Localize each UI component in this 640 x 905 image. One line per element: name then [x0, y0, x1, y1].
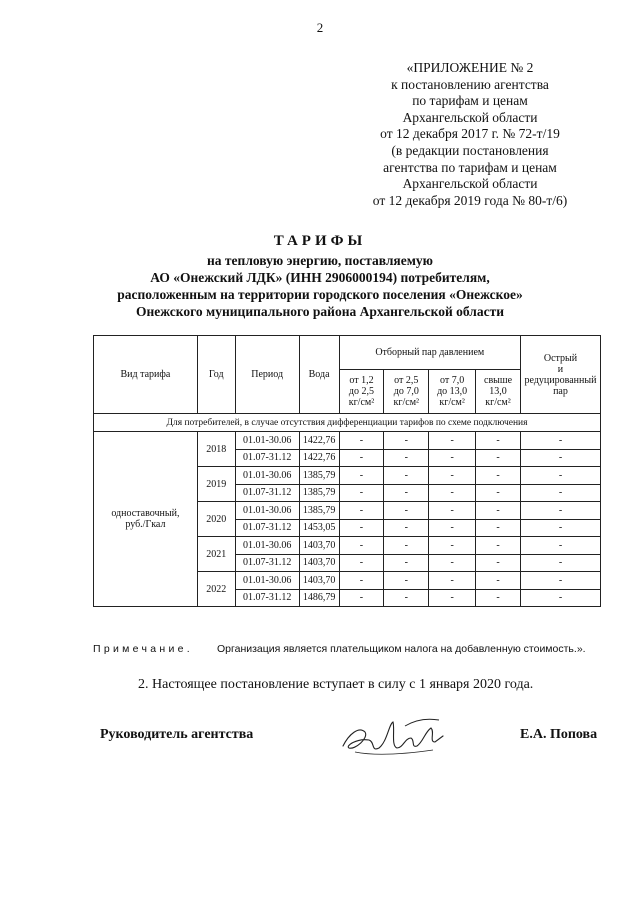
header-steam-1-line: до 2,5 — [348, 386, 375, 397]
empty-value-cell: - — [384, 502, 429, 520]
empty-value-cell: - — [476, 467, 521, 485]
empty-value-cell: - — [476, 537, 521, 555]
header-steam-4 — [476, 370, 521, 414]
period-cell: 01.07-31.12 — [235, 484, 299, 502]
header-sharp-steam-line: Острый — [543, 352, 578, 364]
signatory-role: Руководитель агентства — [100, 727, 254, 742]
empty-value-cell: - — [476, 519, 521, 537]
tariff-table — [93, 335, 601, 607]
empty-value-cell: - — [339, 432, 384, 450]
empty-value-cell: - — [429, 554, 476, 572]
subtitle-line: расположенным на территории городского поселения «Онежское» — [117, 287, 523, 302]
period-cell: 01.07-31.12 — [235, 519, 299, 537]
empty-value-cell: - — [429, 449, 476, 467]
empty-value-cell: - — [339, 537, 384, 555]
empty-value-cell: - — [384, 589, 429, 607]
appendix-line: (в редакции постановления — [391, 142, 549, 158]
water-cell: 1385,79 — [299, 484, 339, 502]
period-cell: 01.07-31.12 — [235, 449, 299, 467]
water-cell: 1403,70 — [299, 537, 339, 555]
empty-value-cell: - — [339, 449, 384, 467]
empty-value-cell: - — [520, 554, 600, 572]
water-cell: 1422,76 — [299, 449, 339, 467]
empty-value-cell: - — [520, 537, 600, 555]
empty-value-cell: - — [476, 484, 521, 502]
document-title: ТАРИФЫ — [273, 233, 367, 249]
empty-value-cell: - — [429, 589, 476, 607]
water-cell: 1486,79 — [299, 589, 339, 607]
header-steam-4-line: свыше — [484, 375, 513, 386]
empty-value-cell: - — [520, 484, 600, 502]
table-row — [94, 432, 601, 450]
header-tariff-type: Вид тарифа — [94, 336, 198, 414]
water-cell: 1385,79 — [299, 502, 339, 520]
header-steam-group: Отборный пар давлением — [339, 336, 520, 370]
empty-value-cell: - — [520, 467, 600, 485]
empty-value-cell: - — [429, 484, 476, 502]
period-cell: 01.01-30.06 — [235, 467, 299, 485]
empty-value-cell: - — [339, 554, 384, 572]
appendix-line: по тарифам и ценам — [412, 93, 528, 109]
note-label: Примечание. — [93, 643, 193, 655]
water-cell: 1453,05 — [299, 519, 339, 537]
empty-value-cell: - — [384, 432, 429, 450]
appendix-line: Архангельской области — [402, 109, 538, 125]
water-cell: 1403,70 — [299, 572, 339, 590]
appendix-header — [340, 60, 600, 209]
header-steam-1-line: от 1,2 — [349, 375, 374, 386]
empty-value-cell: - — [520, 502, 600, 520]
empty-value-cell: - — [429, 537, 476, 555]
subtitle-line: на тепловую энергию, поставляемую — [207, 253, 433, 268]
empty-value-cell: - — [476, 589, 521, 607]
empty-value-cell: - — [339, 484, 384, 502]
appendix-line: от 12 декабря 2019 года № 80-т/6) — [372, 192, 568, 208]
subtitle-line: Онежского муниципального района Архангельской области — [135, 304, 505, 319]
header-period: Период — [235, 336, 299, 414]
period-cell: 01.01-30.06 — [235, 572, 299, 590]
header-sharp-steam-line: и редуцированный — [524, 363, 597, 386]
header-steam-1 — [339, 370, 384, 414]
empty-value-cell: - — [384, 467, 429, 485]
empty-value-cell: - — [339, 589, 384, 607]
year-cell: 2021 — [197, 537, 235, 572]
paragraph-2: 2. Настоящее постановление вступает в силу с 1 января 2020 года. — [138, 677, 534, 692]
empty-value-cell: - — [384, 484, 429, 502]
empty-value-cell: - — [520, 519, 600, 537]
empty-value-cell: - — [520, 432, 600, 450]
header-steam-2-line: до 7,0 — [393, 386, 419, 397]
empty-value-cell: - — [384, 572, 429, 590]
year-cell: 2018 — [197, 432, 235, 467]
header-year: Год — [197, 336, 235, 414]
note-text: Организация является плательщиком налога на добавленную стоимость.». — [217, 643, 586, 655]
empty-value-cell: - — [520, 449, 600, 467]
header-steam-2-line: кг/см² — [393, 397, 420, 408]
page-number: 2 — [316, 20, 324, 35]
water-cell: 1385,79 — [299, 467, 339, 485]
header-steam-3 — [429, 370, 476, 414]
header-water: Вода — [299, 336, 339, 414]
header-sharp-steam — [520, 336, 600, 414]
empty-value-cell: - — [429, 519, 476, 537]
water-cell: 1422,76 — [299, 432, 339, 450]
empty-value-cell: - — [339, 502, 384, 520]
tariff-type-line: руб./Гкал — [125, 519, 166, 530]
period-cell: 01.07-31.12 — [235, 554, 299, 572]
header-steam-4-line: кг/см² — [485, 397, 511, 408]
period-cell: 01.01-30.06 — [235, 537, 299, 555]
empty-value-cell: - — [476, 502, 521, 520]
header-steam-1-line: кг/см² — [348, 397, 375, 408]
note — [93, 643, 586, 655]
empty-value-cell: - — [476, 449, 521, 467]
empty-value-cell: - — [384, 554, 429, 572]
empty-value-cell: - — [339, 467, 384, 485]
tariff-type-cell — [94, 432, 198, 607]
header-steam-2 — [384, 370, 429, 414]
appendix-line: агентства по тарифам и ценам — [383, 159, 557, 175]
empty-value-cell: - — [384, 449, 429, 467]
tariff-type-line: одноставочный, — [111, 508, 180, 519]
signature-image — [335, 712, 445, 762]
appendix-line: к постановлению агентства — [391, 76, 549, 92]
header-steam-3-line: от 7,0 — [440, 375, 465, 386]
year-cell: 2019 — [197, 467, 235, 502]
year-cell: 2022 — [197, 572, 235, 607]
empty-value-cell: - — [429, 432, 476, 450]
empty-value-cell: - — [429, 467, 476, 485]
document-title-block — [60, 233, 580, 320]
empty-value-cell: - — [339, 519, 384, 537]
empty-value-cell: - — [384, 537, 429, 555]
header-steam-2-line: от 2,5 — [394, 375, 419, 386]
tariff-body — [94, 432, 601, 607]
section-label: Для потребителей, в случае отсутствия дифференциации тарифов по схеме подключения — [94, 414, 601, 432]
header-sharp-steam-line: пар — [553, 385, 568, 397]
empty-value-cell: - — [339, 572, 384, 590]
header-steam-4-line: 13,0 — [489, 386, 507, 397]
water-cell: 1403,70 — [299, 554, 339, 572]
header-steam-3-line: кг/см² — [439, 397, 465, 408]
appendix-line: Архангельской области — [402, 176, 538, 192]
appendix-line: от 12 декабря 2017 г. № 72-т/19 — [380, 126, 560, 142]
empty-value-cell: - — [476, 572, 521, 590]
year-cell: 2020 — [197, 502, 235, 537]
empty-value-cell: - — [476, 432, 521, 450]
empty-value-cell: - — [520, 572, 600, 590]
signatory-name: Е.А. Попова — [520, 727, 598, 742]
period-cell: 01.01-30.06 — [235, 502, 299, 520]
empty-value-cell: - — [476, 554, 521, 572]
appendix-line: «ПРИЛОЖЕНИЕ № 2 — [406, 60, 534, 75]
period-cell: 01.07-31.12 — [235, 589, 299, 607]
subtitle-line: АО «Онежский ЛДК» (ИНН 2906000194) потребителям, — [150, 270, 490, 285]
header-steam-3-line: до 13,0 — [437, 386, 468, 397]
period-cell: 01.01-30.06 — [235, 432, 299, 450]
empty-value-cell: - — [384, 519, 429, 537]
empty-value-cell: - — [429, 502, 476, 520]
empty-value-cell: - — [429, 572, 476, 590]
empty-value-cell: - — [520, 589, 600, 607]
